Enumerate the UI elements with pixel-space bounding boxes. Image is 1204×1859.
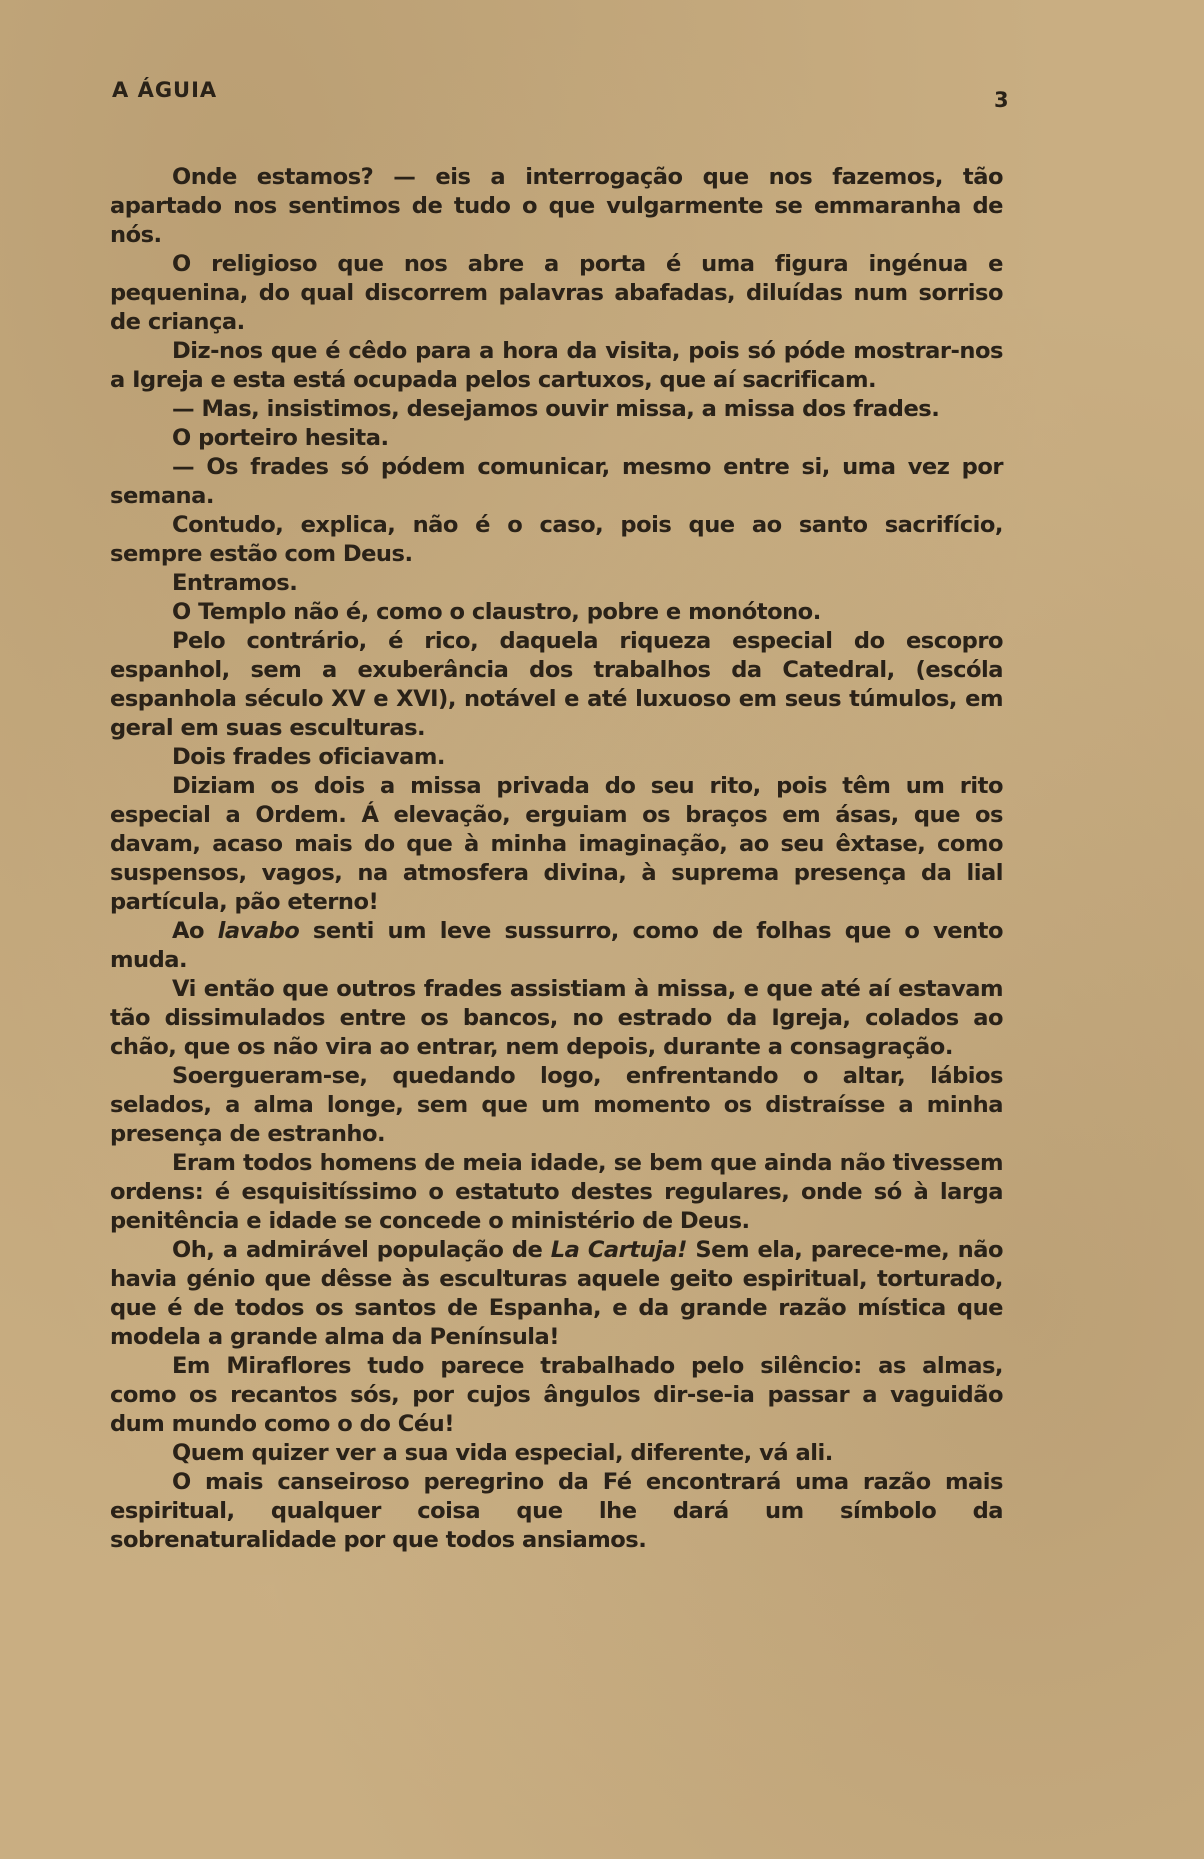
paragraph: Em Miraflores tudo parece trabalhado pelo silêncio: as almas, como os recantos sós, por cujos ângulos dir-se-ia passar a vaguidão dum mundo como o do Céu! xyxy=(110,1353,1003,1437)
paragraph: Soergueram-se, quedando logo, enfrentando o altar, lábios selados, a alma longe, sem que um momento os distraísse a minha presença de estranho. xyxy=(110,1063,1003,1147)
italic-text: lavabo xyxy=(217,918,300,944)
paragraph: O Templo não é, como o claustro, pobre e monótono. xyxy=(172,599,821,625)
paragraph: Diziam os dois a missa privada do seu rito, pois têm um rito especial a Ordem. Á elevação, erguiam os braços em ásas, que os davam, acaso mais do que à minha imaginação, ao seu êxtase, como suspensos, vagos, na atmosfera divina, à suprema presença da lial partícula, pão eterno! xyxy=(110,773,1003,915)
page-number: 3 xyxy=(994,88,1009,112)
paragraph: Eram todos homens de meia idade, se bem que ainda não tivessem ordens: é esquisitíssimo o estatuto destes regulares, onde só à larga penitência e idade se concede o ministério de Deus. xyxy=(110,1150,1003,1234)
paragraph: Ao lavabo senti um leve sussurro, como de folhas que o vento muda. xyxy=(110,918,1003,973)
paragraph: Onde estamos? — eis a interrogação que nos fazemos, tão apartado nos sentimos de tudo o que vulgarmente se emmaranha de nós. xyxy=(110,164,1003,248)
paragraph: Contudo, explica, não é o caso, pois que ao santo sacrifício, sempre estão com Deus. xyxy=(110,512,1003,567)
italic-text: La Cartuja! xyxy=(550,1237,687,1263)
paragraph: Diz-nos que é cêdo para a hora da visita, pois só póde mostrar-nos a Igreja e esta está ocupada pelos cartuxos, que aí sacrificam. xyxy=(110,338,1003,393)
paragraph: Oh, a admirável população de La Cartuja! Sem ela, parece-me, não havia génio que dêsse às esculturas aquele geito espiritual, torturado, que é de todos os santos de Espanha, e da grande razão mística que modela a grande alma da Península! xyxy=(110,1237,1003,1350)
body-text xyxy=(110,163,1003,1555)
paragraph: — Os frades só pódem comunicar, mesmo entre si, uma vez por semana. xyxy=(110,454,1003,509)
paragraph: Dois frades oficiavam. xyxy=(172,744,445,770)
paragraph: Entramos. xyxy=(172,570,298,596)
paragraph: — Mas, insistimos, desejamos ouvir missa, a missa dos frades. xyxy=(172,396,940,422)
paragraph: O porteiro hesita. xyxy=(172,425,389,451)
running-head: A ÁGUIA xyxy=(112,78,218,102)
paragraph: Vi então que outros frades assistiam à missa, e que até aí estavam tão dissimulados entre os bancos, no estrado da Igreja, colados ao chão, que os não vira ao entrar, nem depois, durante a consagração. xyxy=(110,976,1003,1060)
paragraph: O mais canseiroso peregrino da Fé encontrará uma razão mais espiritual, qualquer coisa que lhe dará um símbolo da sobrenaturalidade por que todos ansiamos. xyxy=(110,1469,1003,1553)
paragraph: O religioso que nos abre a porta é uma figura ingénua e pequenina, do qual discorrem palavras abafadas, diluídas num sorriso de criança. xyxy=(110,251,1003,335)
paragraph: Quem quizer ver a sua vida especial, diferente, vá ali. xyxy=(172,1440,833,1466)
paragraph: Pelo contrário, é rico, daquela riqueza especial do escopro espanhol, sem a exuberância dos trabalhos da Catedral, (escóla espanhola século XV e XVI), notável e até luxuoso em seus túmulos, em geral em suas esculturas. xyxy=(110,628,1003,741)
